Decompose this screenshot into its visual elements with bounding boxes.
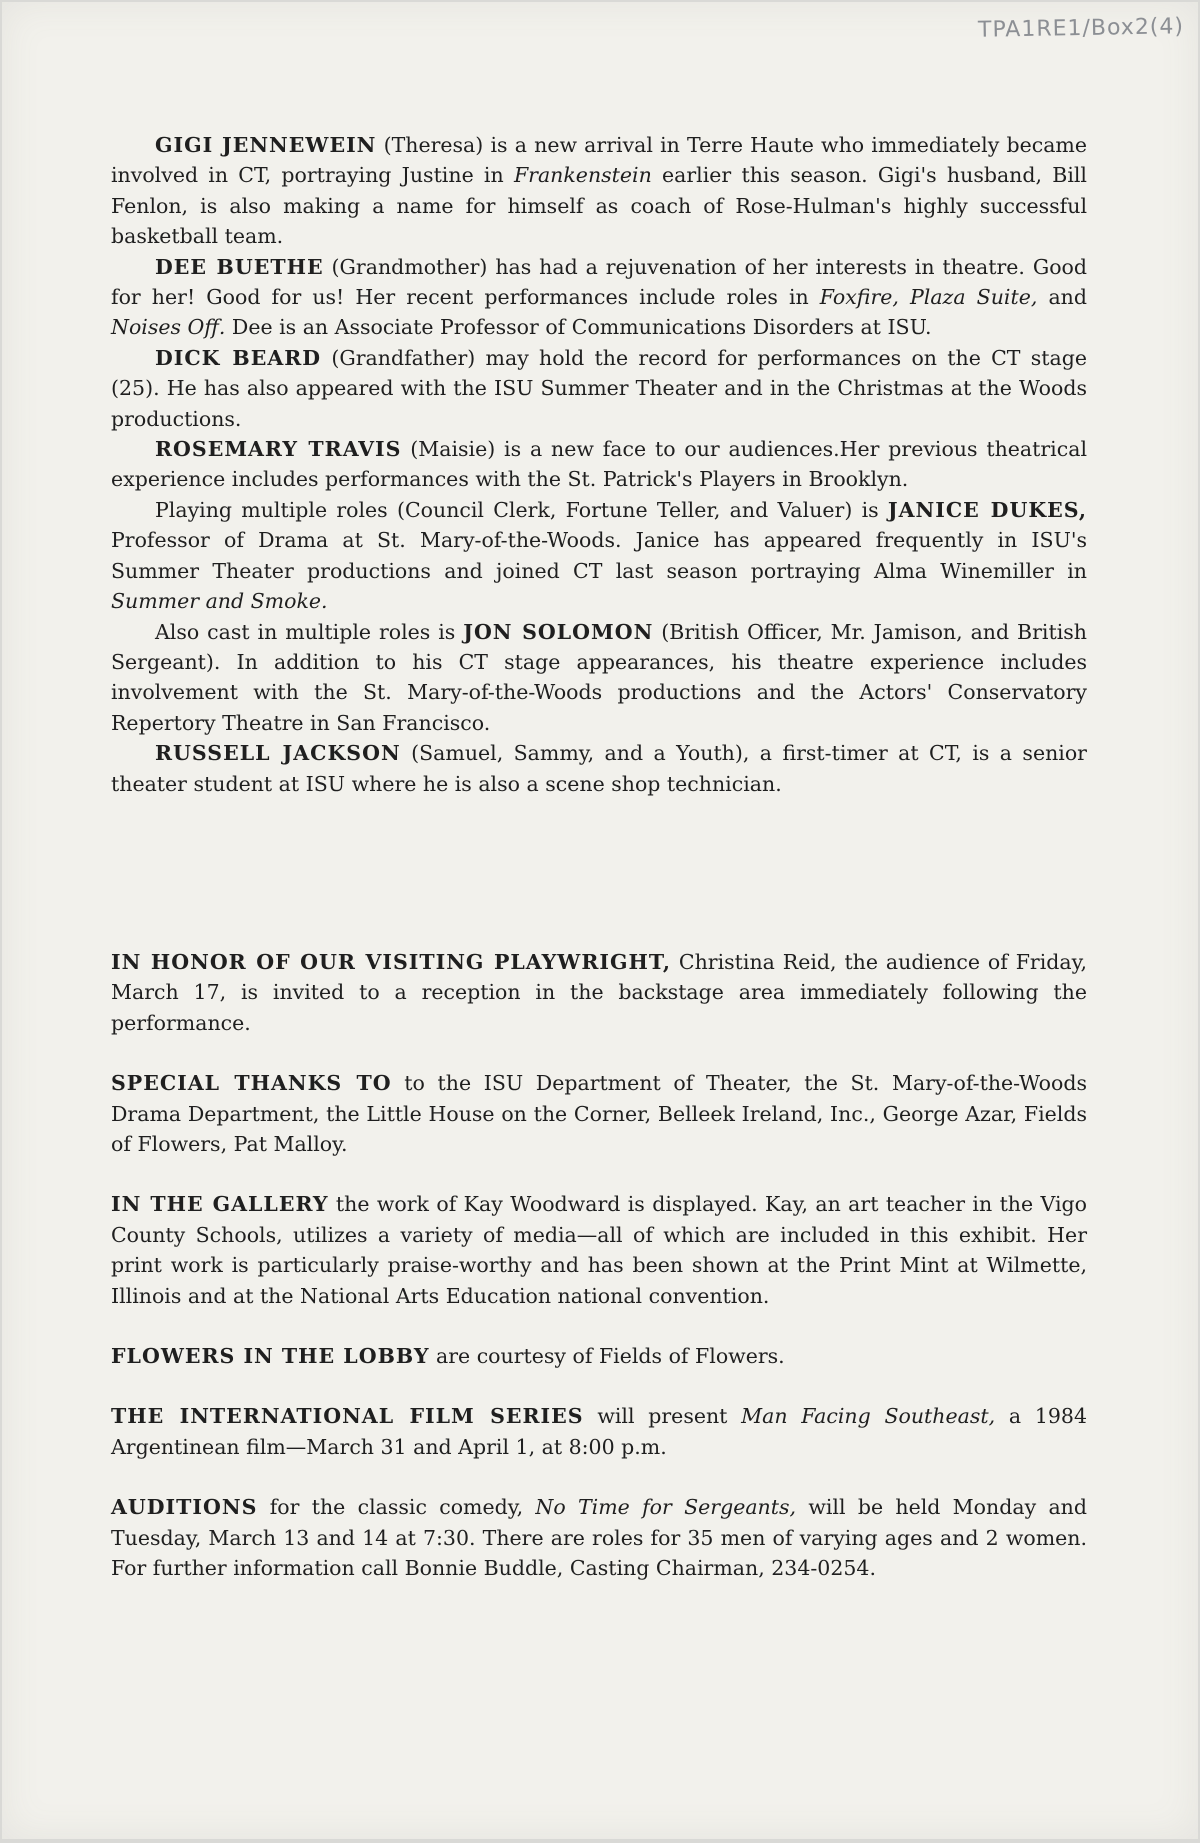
bold-run: AUDITIONS: [111, 1495, 258, 1520]
auditions-notice: [111, 1492, 1087, 1583]
honor-notice: [111, 947, 1087, 1038]
bold-run: DICK BEARD: [155, 345, 322, 370]
text-run: (Grandmother) has had a rejuvenation of her interests in theatre. Good for her! Good for us! Her recent performances include roles in: [111, 254, 1087, 310]
text-run: (Maisie) is a new face to our audiences.Her previous theatrical experience includes performances with the St. Patrick's Players in Brooklyn.: [111, 437, 1087, 492]
italic-title: Noises Off.: [111, 315, 226, 340]
program-page: [2, 2, 1198, 1839]
text-run: are courtesy of Fields of Flowers.: [429, 1344, 785, 1368]
bio-gigi-jennewein: [111, 130, 1087, 252]
gallery-notice: [111, 1189, 1087, 1311]
text-run: for the classic comedy,: [257, 1495, 536, 1520]
text-run: will present: [583, 1404, 742, 1429]
bold-run: ROSEMARY TRAVIS: [155, 437, 402, 462]
text-run: the work of Kay Woodward is displayed. Kay, an art teacher in the Vigo County Schools, utilizes a variety of media—all of which are included in this exhibit. Her print work is particularly praise-worthy and has been shown at the Print Mint at Wilmette, Illinois and at the National Arts Education national convention.: [111, 1192, 1087, 1308]
film-series-notice: [111, 1401, 1087, 1462]
bold-run: IN HONOR OF OUR VISITING PLAYWRIGHT,: [111, 949, 671, 974]
text-run: Dee is an Associate Professor of Communications Disorders at ISU.: [225, 315, 932, 340]
text-run: will be held Monday and Tuesday, March 13 and 14 at 7:30. There are roles for 35 men of varying ages and 2 women. For further information call Bonnie Buddle, Casting Chairman, 234-0254.: [111, 1495, 1087, 1581]
bold-run: JANICE DUKES,: [887, 497, 1087, 522]
bold-run: FLOWERS IN THE LOBBY: [111, 1344, 430, 1368]
text-run: to the ISU Department of Theater, the St. Mary-of-the-Woods Drama Department, the Little House on the Corner, Belleek Ireland, Inc., George Azar, Fields of Flowers, Pat Malloy.: [111, 1071, 1087, 1156]
text-run: earlier this season. Gigi's husband, Bill Fenlon, is also making a name for himself as coach of Rose-Hulman's highly successful basketball team.: [111, 163, 1087, 249]
text-run: Christina Reid, the audience of Friday, March 17, is invited to a reception in the backstage area immediately following the performance.: [111, 949, 1088, 1035]
text-run: (Theresa) is a new arrival in Terre Haute who immediately became involved in CT, portraying Justine in: [111, 133, 1087, 188]
text-run: Professor of Drama at St. Mary-of-the-Woods. Janice has appeared frequently in ISU's Summer Theater productions and joined CT last season portraying Alma Winemiller in: [111, 528, 1087, 583]
text-run: (Grandfather) may hold the record for performances on the CT stage (25). He has also appeared with the ISU Summer Theater and in the Christmas at the Woods productions.: [111, 345, 1087, 431]
italic-title: Summer and Smoke.: [111, 589, 328, 614]
thanks-notice: [111, 1068, 1087, 1159]
bio-russell-jackson: [111, 738, 1087, 799]
flowers-notice: [111, 1341, 1087, 1371]
bio-janice-dukes: [111, 495, 1087, 617]
section-spacer: [111, 799, 1087, 947]
text-run: (British Officer, Mr. Jamison, and British Sergeant). In addition to his CT stage appearances, his theatre experience includes involvement with the St. Mary-of-the-Woods productions and the Actors' Conservatory Repertory Theatre in San Francisco.: [111, 619, 1087, 735]
page-content: [111, 130, 1087, 1583]
italic-title: Man Facing Southeast,: [741, 1404, 996, 1429]
italic-title: No Time for Sergeants,: [535, 1495, 797, 1520]
bold-run: THE INTERNATIONAL FILM SERIES: [111, 1404, 584, 1429]
italic-title: Frankenstein: [513, 163, 652, 188]
italic-title: Foxfire, Plaza Suite,: [819, 285, 1038, 310]
bold-run: JON SOLOMON: [463, 619, 654, 644]
text-run: Also cast in multiple roles is: [155, 619, 464, 644]
text-run: (Samuel, Sammy, and a Youth), a first-timer at CT, is a senior theater student at ISU where he is also a scene shop technician.: [111, 741, 1087, 796]
bold-run: RUSSELL JACKSON: [155, 741, 401, 766]
bio-dick-beard: [111, 343, 1087, 434]
bold-run: SPECIAL THANKS TO: [111, 1071, 392, 1096]
notices-section: [111, 947, 1087, 1584]
bold-run: IN THE GALLERY: [111, 1192, 329, 1217]
text-run: Playing multiple roles (Council Clerk, Fortune Teller, and Valuer) is: [155, 497, 888, 522]
text-run: a 1984 Argentinean film—March 31 and April 1, at 8:00 p.m.: [111, 1404, 1087, 1459]
bio-rosemary-travis: [111, 434, 1087, 495]
archive-handwritten-mark: TPA1RE1/Box2(4): [977, 14, 1185, 43]
bold-run: GIGI JENNEWEIN: [155, 133, 377, 157]
bio-jon-solomon: [111, 617, 1087, 739]
bold-run: DEE BUETHE: [155, 254, 324, 279]
bio-dee-buethe: [111, 252, 1087, 343]
text-run: and: [1037, 285, 1087, 310]
cast-bios-section: [111, 130, 1087, 799]
